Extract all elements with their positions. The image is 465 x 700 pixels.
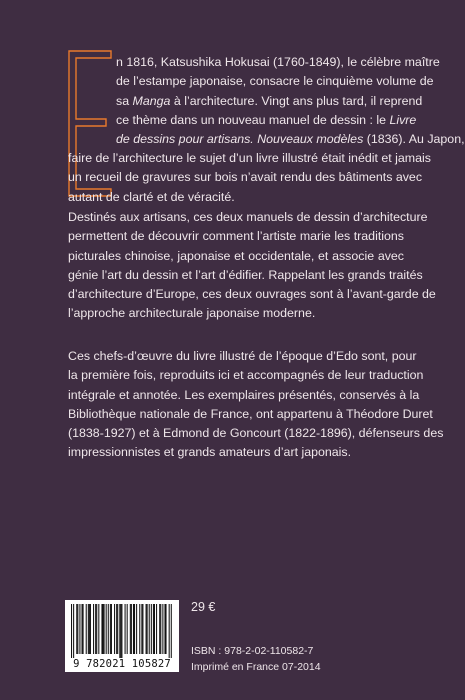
barcode-bar xyxy=(96,604,97,654)
barcode-bar xyxy=(119,604,120,658)
text-line: (1838-1927) et à Edmond de Goncourt (1822-1896), défenseurs des xyxy=(68,426,444,441)
barcode-bar xyxy=(154,604,155,654)
barcode-bar xyxy=(108,604,109,654)
text-line: ce thème dans un nouveau manuel de dessin : le Livre xyxy=(116,112,417,127)
barcode-bar xyxy=(121,604,122,658)
barcode-bar xyxy=(89,604,90,654)
barcode-bar xyxy=(146,604,147,654)
isbn-number: ISBN : 978-2-02-110582-7 xyxy=(191,645,314,657)
barcode-bar xyxy=(106,604,107,654)
livre-title-continued: de dessins pour artisans. Nouveaux modèles xyxy=(116,132,364,147)
barcode-bar xyxy=(162,604,163,654)
barcode-bar xyxy=(103,604,104,654)
barcode-bar xyxy=(134,604,135,654)
barcode-bar xyxy=(160,604,161,654)
barcode-bar xyxy=(101,604,102,654)
barcode-bar xyxy=(71,604,72,658)
text-line: n 1816, Katsushika Hokusai (1760-1849), le célèbre maître xyxy=(116,55,440,69)
paragraph-edo xyxy=(68,347,444,463)
barcode-bar xyxy=(141,604,142,654)
barcode-bar xyxy=(79,604,80,654)
barcode-bar xyxy=(171,604,172,658)
barcode-bar xyxy=(76,604,77,654)
barcode-bar xyxy=(151,604,152,654)
text-line: l’approche architecturale japonaise moderne. xyxy=(68,306,316,321)
barcode-bar xyxy=(86,604,87,654)
text-line: Ces chefs-d’œuvre du livre illustré de l’époque d’Edo sont, pour xyxy=(68,349,417,363)
text-line: génie l’art du dessin et l’art d’édifier. Rappelant les grands traités xyxy=(68,267,423,282)
barcode-bar xyxy=(169,604,170,658)
text-line: faire de l’architecture le sujet d’un livre illustré était inédit et jamais xyxy=(68,151,431,165)
barcode-bar xyxy=(117,604,118,654)
barcode-bar xyxy=(90,604,91,654)
barcode-bar xyxy=(104,604,105,654)
barcode-bar xyxy=(127,604,128,654)
text-line: permettent de découvrir comment l’artiste marie les traditions xyxy=(68,229,404,244)
paragraph-intro xyxy=(116,53,465,149)
barcode-bar xyxy=(131,604,132,654)
barcode-bar xyxy=(166,604,167,654)
barcode-bar xyxy=(114,604,115,654)
barcode-bar xyxy=(156,604,157,654)
text-line: intégrale et annotée. Les exemplaires présentés, conservés à la xyxy=(68,387,420,402)
barcode-bar xyxy=(153,604,154,654)
text-line: de dessins pour artisans. Nouveaux modèles (1836). Au Japon, xyxy=(116,132,465,147)
isbn-barcode xyxy=(65,600,179,672)
barcode-bar xyxy=(88,604,89,654)
paragraph-intro-continued xyxy=(68,149,431,207)
barcode-bar xyxy=(149,604,150,654)
livre-title: Livre xyxy=(389,112,417,127)
barcode-bar xyxy=(164,604,165,654)
text-line: Bibliothèque nationale de France, ont appartenu à Théodore Duret xyxy=(68,406,433,421)
barcode-bar xyxy=(116,604,117,654)
text-line: d’architecture d’Europe, ces deux ouvrages sont à l’avant-garde de xyxy=(68,287,436,302)
printing-info: Imprimé en France 07-2014 xyxy=(191,661,321,673)
barcode-bar xyxy=(147,604,148,654)
barcode-bar xyxy=(139,604,140,654)
barcode-bar xyxy=(95,604,96,654)
barcode-bar xyxy=(159,604,160,654)
barcode-bars-icon xyxy=(65,600,179,658)
barcode-bar xyxy=(82,604,83,654)
barcode-bar xyxy=(142,604,143,654)
text-line: impressionnistes et grands amateurs d’art japonais. xyxy=(68,445,352,460)
barcode-bar xyxy=(136,604,137,654)
text-line: picturales chinoise, japonaise et occidentale, et associe avec xyxy=(68,248,404,263)
text-line: autant de clarté et de véracité. xyxy=(68,189,235,204)
barcode-bar xyxy=(120,604,121,658)
barcode-bar xyxy=(130,604,131,654)
barcode-bar xyxy=(111,604,112,654)
barcode-bar xyxy=(110,604,111,654)
barcode-digits: 9 782021 105827 xyxy=(73,658,171,670)
text-line: la première fois, reproduits ici et accompagnés de leur traduction xyxy=(68,368,424,383)
text-line: Destinés aux artisans, ces deux manuels de dessin d’architecture xyxy=(68,210,428,224)
text-line: un recueil de gravures sur bois n’avait rendu des bâtiments avec xyxy=(68,170,423,185)
barcode-bar xyxy=(98,604,99,654)
paragraph-artisans xyxy=(68,208,436,324)
barcode-bar xyxy=(73,604,74,658)
barcode-bar xyxy=(83,604,84,654)
price: 29 € xyxy=(191,600,216,614)
text-line: sa Manga à l’architecture. Vingt ans plus tard, il reprend xyxy=(116,93,423,108)
barcode-bar xyxy=(133,604,134,654)
barcode-bar xyxy=(93,604,94,654)
manga-title: Manga xyxy=(132,93,171,108)
barcode-bar xyxy=(77,604,78,654)
barcode-bar xyxy=(125,604,126,654)
text-line: de l’estampe japonaise, consacre le cinquième volume de xyxy=(116,74,434,89)
